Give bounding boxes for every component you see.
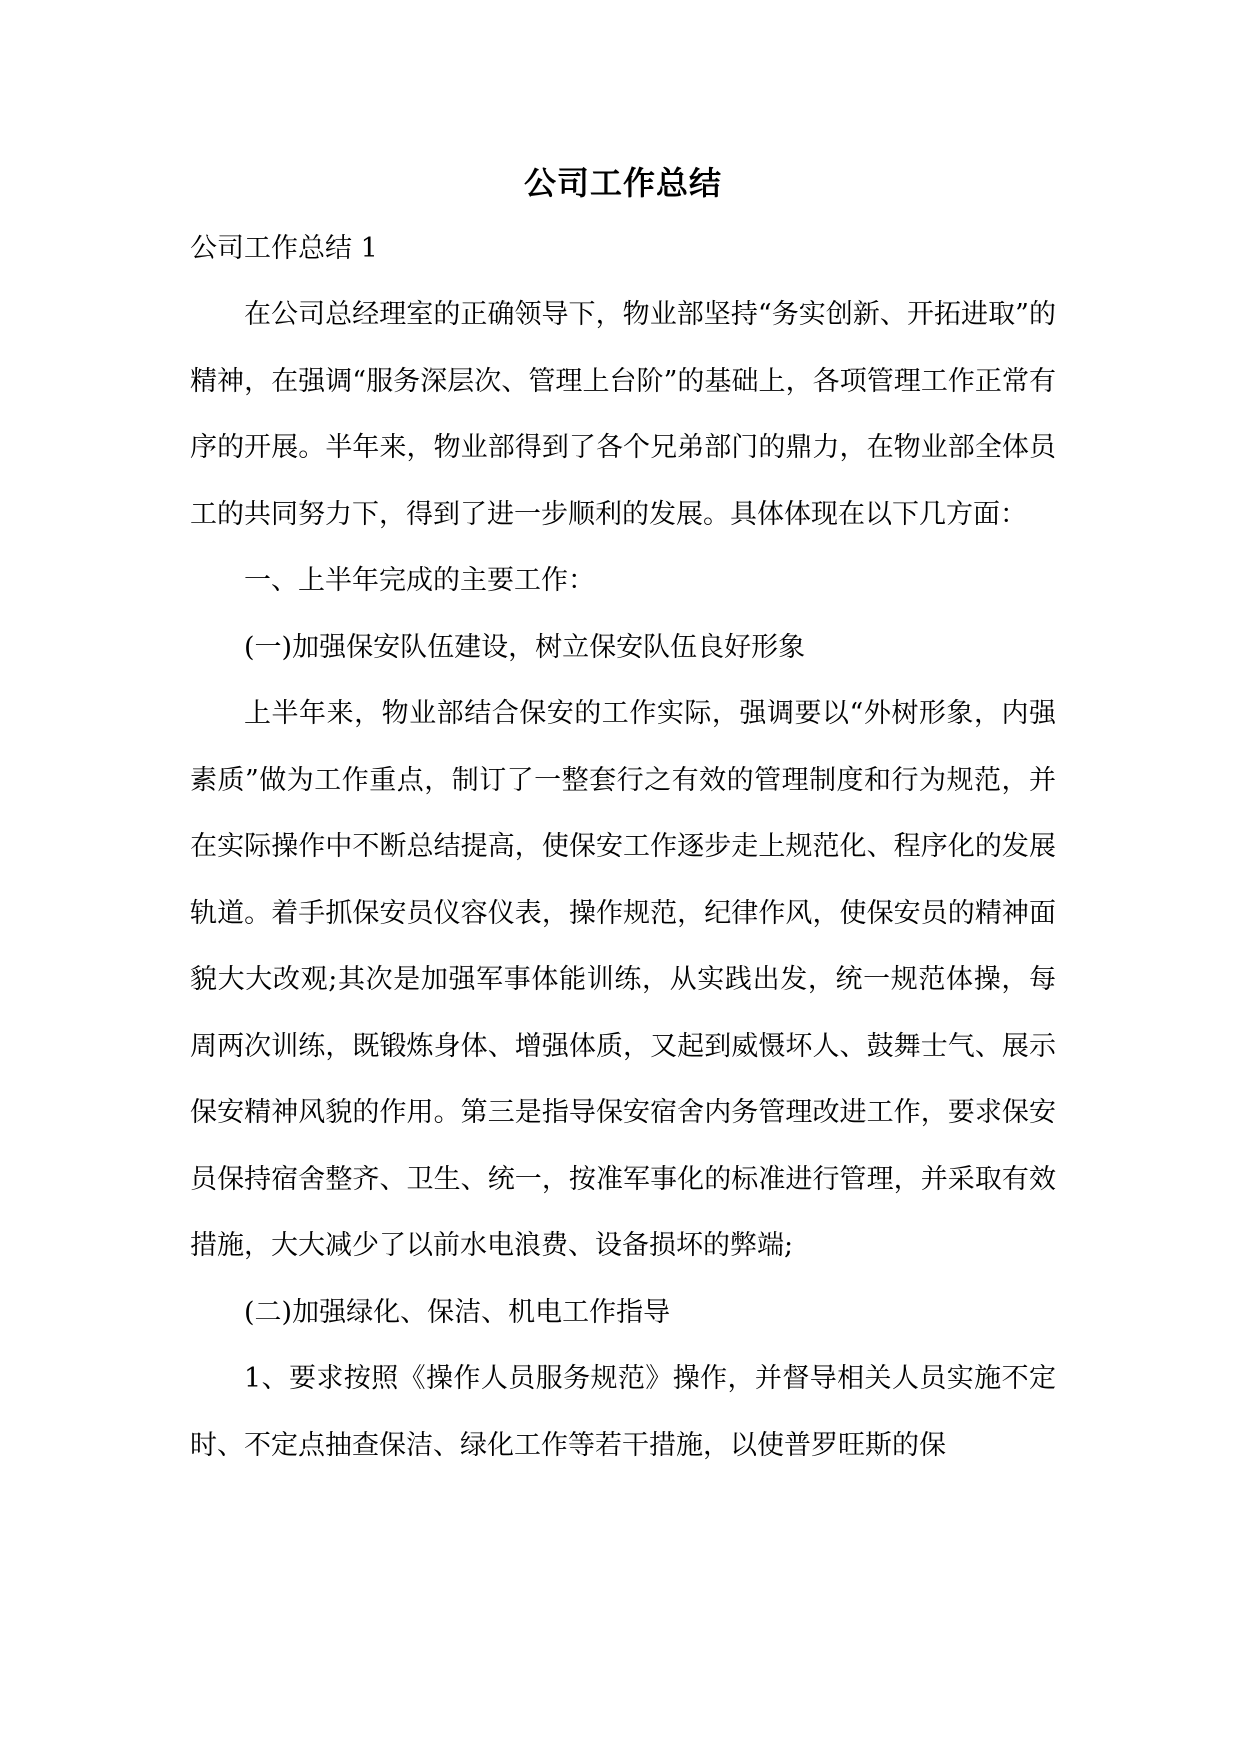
document-title: 公司工作总结 (523, 164, 722, 202)
intro-paragraph: 在公司总经理室的正确领导下，物业部坚持“务实创新、开拓进取”的精神，在强调“服务深层次、管理上台阶”的基础上，各项管理工作正常有序的开展。半年来，物业部得到了各个兄弟部门的鼎力，在物业部全体员工的共同努力下，得到了进一步顺利的发展。具体体现在以下几方面： (190, 299, 1056, 530)
item-one-paragraph: 1、要求按照《操作人员服务规范》操作，并督导相关人员实施不定时、不定点抽查保洁、绿化工作等若干措施，以使普罗旺斯的保 (190, 1363, 1056, 1461)
subsection-one-heading: (一)加强保安队伍建设，树立保安队伍良好形象 (244, 631, 806, 663)
section-heading: 公司工作总结 1 (190, 233, 378, 264)
section-one-heading: 一、上半年完成的主要工作： (244, 565, 595, 596)
subsection-two-heading: (二)加强绿化、保洁、机电工作指导 (244, 1296, 671, 1328)
document-page (190, 150, 1056, 1479)
security-paragraph: 上半年来，物业部结合保安的工作实际，强调要以“外树形象，内强素质”做为工作重点，制订了一整套行之有效的管理制度和行为规范，并在实际操作中不断总结提高，使保安工作逐步走上规范化、程序化的发展轨道。着手抓保安员仪容仪表，操作规范，纪律作风，使保安员的精神面貌大大改观;其次是加强军事体能训练，从实践出发，统一规范体操，每周两次训练，既锻炼身体、增强体质，又起到威慑坏人、鼓舞士气、展示保安精神风貌的作用。第三是指导保安宿舍内务管理改进工作，要求保安员保持宿舍整齐、卫生、统一，按准军事化的标准进行管理，并采取有效措施，大大减少了以前水电浪费、设备损坏的弊端; (190, 698, 1056, 1261)
